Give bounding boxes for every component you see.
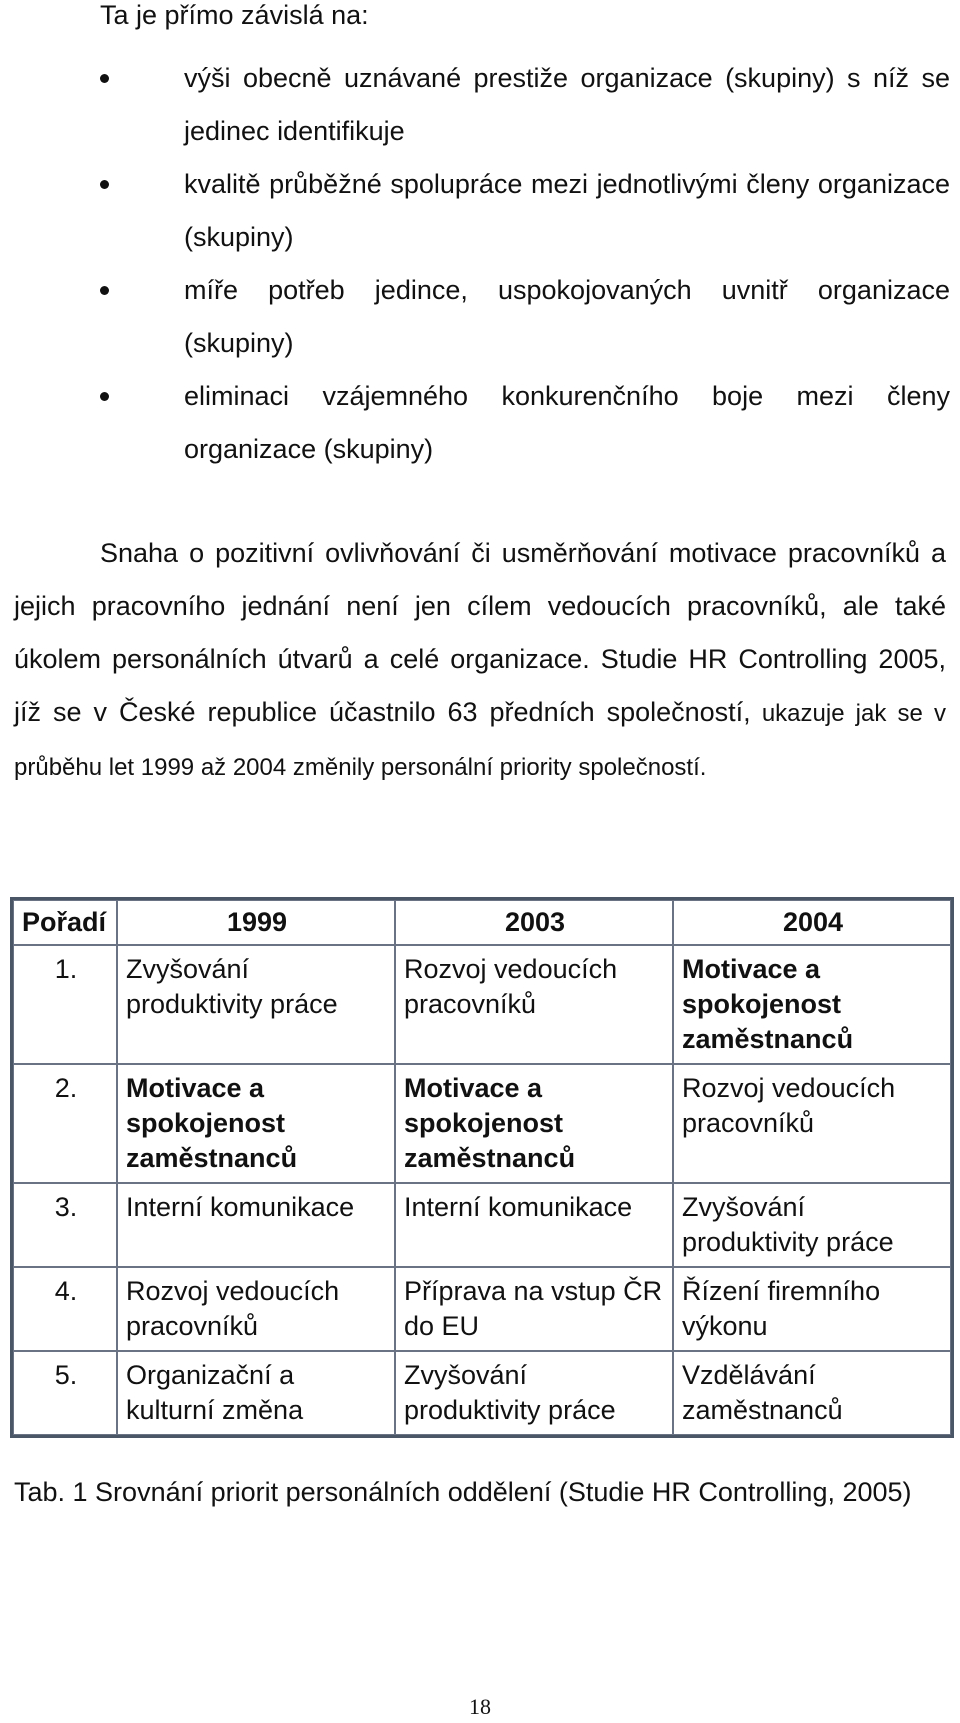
intro-line: Ta je přímo závislá na: (100, 0, 369, 30)
cell-1999: Organizační a kulturní změna (117, 1351, 395, 1435)
paragraph-main: Snaha o pozitivní ovlivňování či usměrňování motivace pracovníků a jejich pracovního jednání není jen cílem vedoucích pracovníků, ale také úkolem personálních útvarů a celé organizace. Studie HR Controlling 2005, jíž se v České republice účastnilo 63 předních společností, (14, 538, 946, 727)
table-row (13, 1064, 951, 1183)
page-number: 18 (469, 1694, 491, 1719)
priorities-table (10, 897, 954, 1438)
bullet-dot-icon (100, 74, 109, 83)
header-2004: 2004 (673, 900, 951, 945)
cell-rank: 4. (13, 1267, 117, 1351)
cell-rank: 2. (13, 1064, 117, 1183)
cell-1999: Rozvoj vedoucích pracovníků (117, 1267, 395, 1351)
table-row (13, 1267, 951, 1351)
table-row (13, 1351, 951, 1435)
list-item: kvalitě průběžné spolupráce mezi jednotlivými členy organizace (skupiny) (100, 158, 950, 264)
bullet-dot-icon (100, 180, 109, 189)
body-paragraph (14, 527, 946, 794)
cell-1999: Motivace a spokojenost zaměstnanců (117, 1064, 395, 1183)
header-1999: 1999 (117, 900, 395, 945)
table-caption: Tab. 1 Srovnání priorit personálních oddělení (Studie HR Controlling, 2005) (14, 1477, 912, 1507)
bullet-list (100, 52, 950, 476)
cell-2003: Rozvoj vedoucích pracovníků (395, 945, 673, 1064)
cell-2003: Zvyšování produktivity práce (395, 1351, 673, 1435)
cell-2004: Řízení firemního výkonu (673, 1267, 951, 1351)
bullet-dot-icon (100, 392, 109, 401)
cell-rank: 5. (13, 1351, 117, 1435)
cell-1999: Zvyšování produktivity práce (117, 945, 395, 1064)
bullet-dot-icon (100, 286, 109, 295)
cell-2004: Rozvoj vedoucích pracovníků (673, 1064, 951, 1183)
list-item: míře potřeb jedince, uspokojovaných uvnitř organizace (skupiny) (100, 264, 950, 370)
cell-rank: 3. (13, 1183, 117, 1267)
list-item: eliminaci vzájemného konkurenčního boje mezi členy organizace (skupiny) (100, 370, 950, 476)
table-header-row (13, 900, 951, 945)
list-item: výši obecně uznávané prestiže organizace (skupiny) s níž se jedinec identifikuje (100, 52, 950, 158)
cell-2003: Motivace a spokojenost zaměstnanců (395, 1064, 673, 1183)
header-rank: Pořadí (13, 900, 117, 945)
paragraph-continuation: ukazuje jak se v průběhu let 1999 až 2004 změnily personální priority společností. (14, 700, 946, 781)
table-row (13, 1183, 951, 1267)
table-row (13, 945, 951, 1064)
cell-2003: Interní komunikace (395, 1183, 673, 1267)
cell-2004: Zvyšování produktivity práce (673, 1183, 951, 1267)
header-2003: 2003 (395, 900, 673, 945)
cell-rank: 1. (13, 945, 117, 1064)
cell-2003: Příprava na vstup ČR do EU (395, 1267, 673, 1351)
cell-1999: Interní komunikace (117, 1183, 395, 1267)
cell-2004: Vzdělávání zaměstnanců (673, 1351, 951, 1435)
cell-2004: Motivace a spokojenost zaměstnanců (673, 945, 951, 1064)
